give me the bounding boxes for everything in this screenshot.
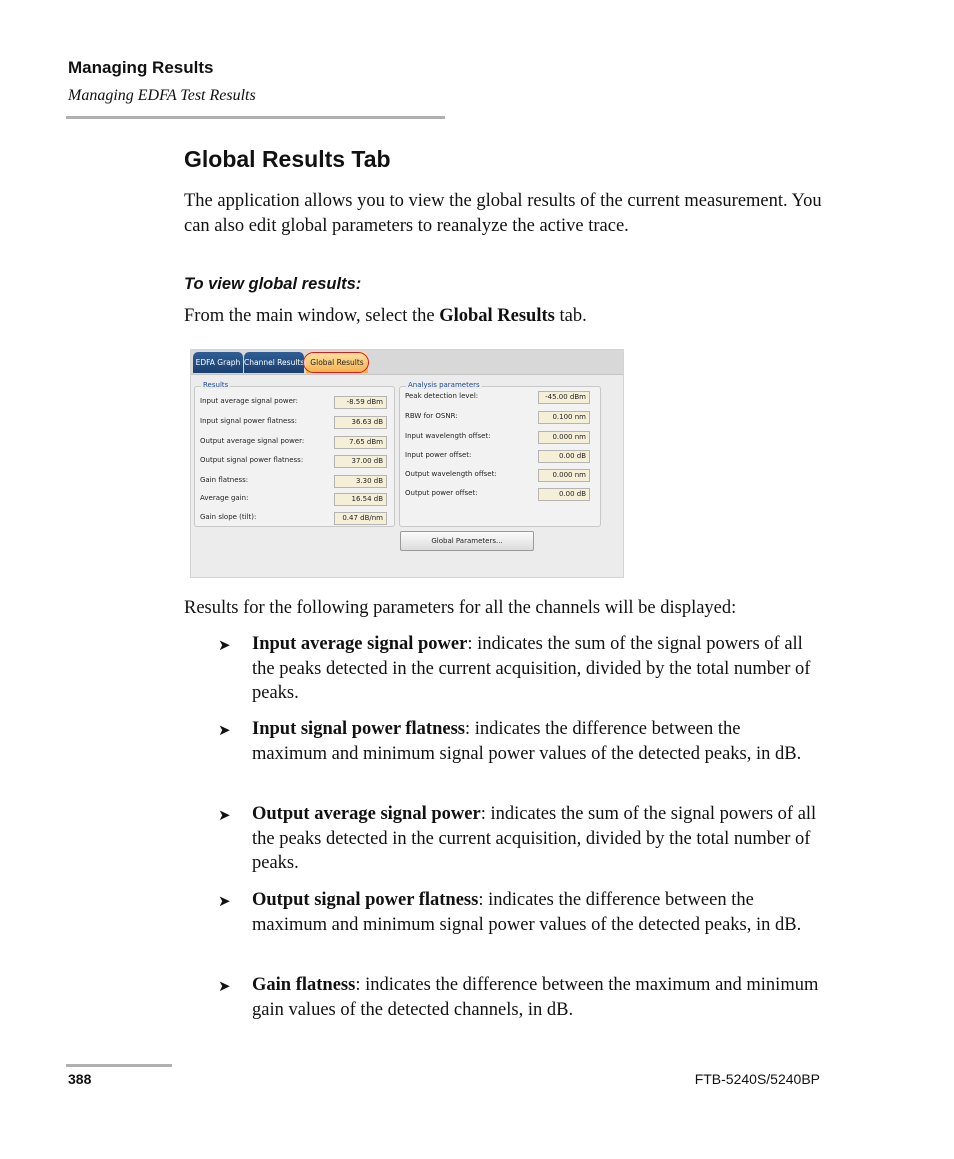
arrow-bullet-icon: ➤ xyxy=(218,636,231,654)
parameter-row xyxy=(405,450,595,464)
result-row xyxy=(200,455,389,469)
result-value: 7.65 dBm xyxy=(334,436,387,449)
intro-paragraph: The application allows you to view the global results of the current measurement. You can also edit global parameters to reanalyze the active trace. xyxy=(184,191,822,236)
list-item-term: Input signal power flatness xyxy=(252,719,465,739)
parameter-value: -45.00 dBm xyxy=(538,391,590,404)
procedure-title: To view global results: xyxy=(184,275,362,293)
header-rule xyxy=(66,116,445,119)
list-item-term: Gain flatness xyxy=(252,975,356,995)
parameter-row xyxy=(405,469,595,483)
tab-highlight-circle xyxy=(303,352,369,373)
tab-bar xyxy=(191,350,623,375)
result-label: Gain flatness: xyxy=(200,476,249,484)
results-legend: Results xyxy=(203,381,229,389)
parameter-value: 0.000 nm xyxy=(538,469,590,482)
parameter-row xyxy=(405,411,595,425)
analysis-legend: Analysis parameters xyxy=(408,381,480,389)
list-item-text xyxy=(252,802,820,876)
result-value: 37.00 dB xyxy=(334,455,387,468)
parameter-value: 0.00 dB xyxy=(538,450,590,463)
parameter-label: Input wavelength offset: xyxy=(405,432,491,440)
parameter-row xyxy=(405,391,595,405)
tab-global-results[interactable]: Global Results xyxy=(306,352,368,373)
list-item-term: Output average signal power xyxy=(252,804,481,824)
tab-edfa-graph[interactable]: EDFA Graph xyxy=(193,352,243,373)
parameter-row xyxy=(405,488,595,502)
step-prefix: From the main window, select the xyxy=(184,306,440,326)
page-number: 388 xyxy=(68,1071,92,1087)
analysis-parameters-group xyxy=(399,381,601,527)
parameter-row xyxy=(405,431,595,445)
result-row xyxy=(200,436,389,450)
tab-channel-results[interactable]: Channel Results xyxy=(244,352,304,373)
list-item-description: : indicates the difference between the maximum and minimum gain values of the detected channels, in dB. xyxy=(252,975,819,1020)
result-value: 36.63 dB xyxy=(334,416,387,429)
parameter-value: 0.00 dB xyxy=(538,488,590,501)
result-value: 16.54 dB xyxy=(334,493,387,506)
results-group xyxy=(194,381,395,527)
list-intro: Results for the following parameters for all the channels will be displayed: xyxy=(184,598,737,618)
procedure-step xyxy=(184,304,824,329)
result-label: Output signal power flatness: xyxy=(200,456,304,464)
list-item-description: : indicates the difference between the maximum and minimum signal power values of the detected peaks, in dB. xyxy=(252,890,802,935)
list-item-text xyxy=(252,888,820,937)
result-value: 3.30 dB xyxy=(334,475,387,488)
list-item-description: : indicates the difference between the maximum and minimum signal power values of the detected peaks, in dB. xyxy=(252,719,802,764)
running-header-title: Managing Results xyxy=(68,58,214,77)
list-item-text xyxy=(252,632,820,706)
result-row xyxy=(200,475,389,489)
result-label: Output average signal power: xyxy=(200,437,305,445)
list-item-term: Input average signal power xyxy=(252,634,468,654)
result-label: Input signal power flatness: xyxy=(200,417,297,425)
result-label: Input average signal power: xyxy=(200,397,299,405)
parameter-label: Input power offset: xyxy=(405,451,472,459)
list-item-description: : indicates the sum of the signal powers of all the peaks detected in the current acquisition, divided by the total number of peaks. xyxy=(252,634,811,703)
footer-rule xyxy=(66,1064,172,1067)
result-label: Average gain: xyxy=(200,494,249,502)
arrow-bullet-icon: ➤ xyxy=(218,977,231,995)
result-row xyxy=(200,493,389,507)
product-name: FTB-5240S/5240BP xyxy=(694,1071,820,1087)
result-row xyxy=(200,512,389,526)
global-parameters-button[interactable]: Global Parameters... xyxy=(400,531,534,551)
arrow-bullet-icon: ➤ xyxy=(218,721,231,739)
step-tab-name: Global Results xyxy=(439,306,555,326)
list-item-description: : indicates the sum of the signal powers of all the peaks detected in the current acquisition, divided by the total number of peaks. xyxy=(252,804,817,873)
result-value: -8.59 dBm xyxy=(334,396,387,409)
list-item-term: Output signal power flatness xyxy=(252,890,479,910)
result-row xyxy=(200,396,389,410)
parameter-value: 0.000 nm xyxy=(538,431,590,444)
parameter-label: Output power offset: xyxy=(405,489,478,497)
step-suffix: tab. xyxy=(554,306,587,326)
result-value: 0.47 dB/nm xyxy=(334,512,387,525)
parameter-label: RBW for OSNR: xyxy=(405,412,458,420)
section-title: Global Results Tab xyxy=(184,146,391,172)
parameter-label: Peak detection level: xyxy=(405,392,479,400)
list-item-text xyxy=(252,973,820,1022)
list-item-text xyxy=(252,717,820,766)
parameter-label: Output wavelength offset: xyxy=(405,470,497,478)
arrow-bullet-icon: ➤ xyxy=(218,892,231,910)
global-results-screenshot xyxy=(190,349,624,578)
result-row xyxy=(200,416,389,430)
arrow-bullet-icon: ➤ xyxy=(218,806,231,824)
result-label: Gain slope (tilt): xyxy=(200,513,257,521)
running-header-subtitle: Managing EDFA Test Results xyxy=(68,87,256,104)
parameter-value: 0.100 nm xyxy=(538,411,590,424)
